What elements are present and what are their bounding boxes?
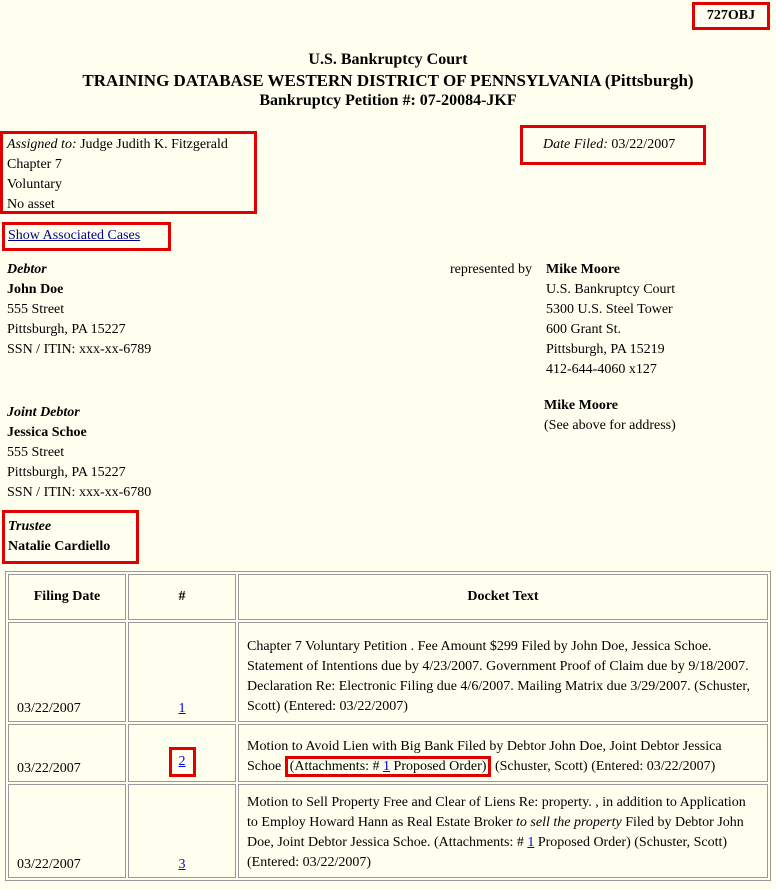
table-header-row bbox=[8, 574, 768, 620]
attorney-phone: 412-644-4060 x127 bbox=[546, 362, 657, 377]
docket-number-highlight bbox=[169, 747, 196, 777]
docket-text bbox=[238, 784, 768, 878]
docket-text bbox=[238, 724, 768, 782]
joint-debtor-city: Pittsburgh, PA 15227 bbox=[7, 465, 126, 480]
col-number: # bbox=[128, 574, 236, 620]
table-row bbox=[8, 724, 768, 782]
docket-number-link[interactable]: 1 bbox=[178, 701, 186, 716]
debtor-name: John Doe bbox=[7, 282, 64, 297]
date-filed-value: 03/22/2007 bbox=[611, 137, 676, 152]
debtor-ssn: SSN / ITIN: xxx-xx-6789 bbox=[7, 342, 152, 357]
attachment-link[interactable]: 1 bbox=[527, 835, 535, 850]
col-filing-date: Filing Date bbox=[8, 574, 126, 620]
table-row bbox=[8, 622, 768, 722]
joint-attorney-name: Mike Moore bbox=[544, 398, 618, 413]
page-header bbox=[0, 50, 776, 111]
docket-text-italic: to sell the property bbox=[516, 815, 622, 830]
trustee-name: Natalie Cardiello bbox=[8, 539, 111, 554]
date-filed bbox=[543, 135, 675, 155]
trustee-heading: Trustee bbox=[8, 519, 52, 534]
row-date: 03/22/2007 bbox=[8, 724, 126, 782]
attorney-block bbox=[546, 260, 675, 380]
docket-text-main: Motion to Avoid Lien with Big Bank Filed by Debtor John Doe, Joint Debtor Jessica Schoe bbox=[247, 739, 722, 774]
attachments-close: Proposed Order) bbox=[393, 759, 487, 774]
attorney-line1: U.S. Bankruptcy Court bbox=[546, 282, 676, 297]
chapter: Chapter 7 bbox=[7, 157, 62, 172]
attorney-line4: Pittsburgh, PA 15219 bbox=[546, 342, 665, 357]
petition-number: Bankruptcy Petition #: 07-20084-JKF bbox=[259, 92, 517, 109]
assigned-judge: Judge Judith K. Fitzgerald bbox=[80, 137, 228, 152]
show-associated-cases-link[interactable]: Show Associated Cases bbox=[8, 228, 141, 243]
debtor-block bbox=[7, 260, 151, 360]
attachments-highlight bbox=[285, 756, 492, 777]
joint-debtor-ssn: SSN / ITIN: xxx-xx-6780 bbox=[7, 485, 152, 500]
attorney-name: Mike Moore bbox=[546, 262, 620, 277]
assigned-label: Assigned to: bbox=[7, 137, 77, 152]
debtor-heading: Debtor bbox=[7, 262, 47, 277]
asset-status: No asset bbox=[7, 197, 55, 212]
attachments-open: (Attachments: # bbox=[289, 759, 380, 774]
trustee-block bbox=[8, 517, 110, 557]
row-date: 03/22/2007 bbox=[8, 622, 126, 722]
event-code-tag bbox=[692, 2, 770, 30]
joint-debtor-name: Jessica Schoe bbox=[7, 425, 87, 440]
attachment-link[interactable]: 1 bbox=[383, 759, 391, 774]
date-filed-label: Date Filed: bbox=[543, 137, 608, 152]
docket-text: Chapter 7 Voluntary Petition . Fee Amount $299 Filed by John Doe, Jessica Schoe. Statement of Intentions due by 4/23/2007. Government Proof of Claim due by 9/18/2007. Declaration Re: Electronic Filing due 4/6/2007. Mailing Matrix due 3/29/2007. (Schuster, Scott) (Entered: 03/22/2007) bbox=[238, 622, 768, 722]
docket-number-link[interactable]: 2 bbox=[178, 754, 186, 769]
debtor-street: 555 Street bbox=[7, 302, 65, 317]
joint-debtor-heading: Joint Debtor bbox=[7, 405, 80, 420]
case-info bbox=[7, 135, 228, 215]
debtor-city: Pittsburgh, PA 15227 bbox=[7, 322, 126, 337]
col-docket-text: Docket Text bbox=[238, 574, 768, 620]
docket-text-entered: Proposed Order) (Schuster, Scott) (Entered: 03/22/2007) bbox=[247, 835, 728, 870]
docket-text-entered: (Schuster, Scott) (Entered: 03/22/2007) bbox=[494, 759, 716, 774]
event-code-text: 727OBJ bbox=[706, 8, 756, 23]
joint-debtor-block bbox=[7, 403, 151, 503]
joint-attorney-note: (See above for address) bbox=[544, 418, 676, 433]
court-name: U.S. Bankruptcy Court bbox=[308, 51, 468, 68]
attorney-line2: 5300 U.S. Steel Tower bbox=[546, 302, 673, 317]
case-type: Voluntary bbox=[7, 177, 62, 192]
joint-attorney-block bbox=[544, 396, 676, 436]
attorney-line3: 600 Grant St. bbox=[546, 322, 622, 337]
district-name: TRAINING DATABASE WESTERN DISTRICT OF PENNSYLVANIA (Pittsburgh) bbox=[82, 71, 694, 90]
docket-text-main: Motion to Sell Property Free and Clear of Liens Re: property. , in addition to Application to Employ Howard Hann as Real Estate Broker bbox=[247, 795, 746, 830]
represented-by-label: represented by bbox=[450, 262, 533, 277]
docket-number-link[interactable]: 3 bbox=[178, 857, 186, 872]
row-date: 03/22/2007 bbox=[8, 784, 126, 878]
joint-debtor-street: 555 Street bbox=[7, 445, 65, 460]
docket-table bbox=[5, 571, 771, 881]
table-row bbox=[8, 784, 768, 878]
docket-text-filed: Filed by Debtor John Doe, Joint Debtor Jessica Schoe. (Attachments: # bbox=[247, 815, 744, 850]
